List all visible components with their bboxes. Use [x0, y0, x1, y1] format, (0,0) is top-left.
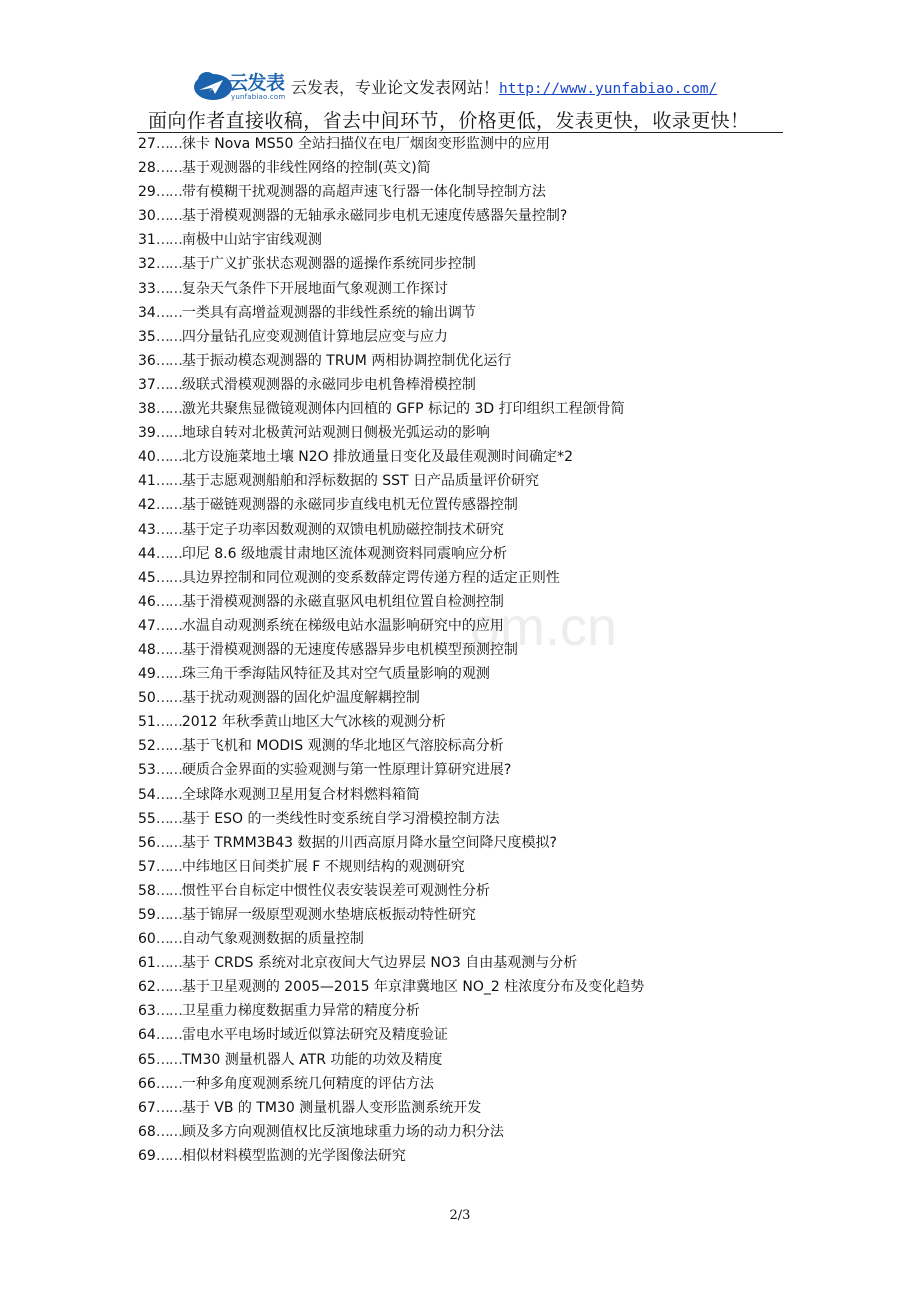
item-number: 34	[138, 304, 156, 321]
leader-dots: ……	[155, 810, 182, 827]
item-title: 基于磁链观测器的永磁同步直线电机无位置传感器控制	[181, 497, 518, 514]
leader-dots: ……	[155, 376, 182, 393]
list-item	[138, 373, 778, 397]
item-title: 全球降水观测卫星用复合材料燃料箱简	[181, 786, 420, 803]
leader-dots: ……	[155, 280, 182, 297]
item-title: 基于志愿观测船舶和浮标数据的 SST 日产品质量评价研究	[181, 473, 540, 490]
leader-dots: ……	[155, 136, 182, 152]
list-item	[138, 132, 778, 156]
item-title: 基于滑模观测器的永磁直驱风电机组位置自检测控制	[181, 593, 504, 610]
item-number: 57	[138, 858, 156, 875]
item-title: 卫星重力梯度数据重力异常的精度分析	[181, 1003, 420, 1020]
site-url-link[interactable]: http://www.yunfabiao.com/	[499, 81, 718, 97]
item-number: 56	[138, 834, 156, 851]
site-slogan: 面向作者直接收稿，省去中间环节，价格更低，发表更快，收录更快！	[148, 110, 750, 132]
item-title: 一类具有高增益观测器的非线性系统的输出调节	[181, 304, 476, 321]
item-number: 30	[138, 208, 156, 225]
leader-dots: ……	[155, 762, 182, 779]
list-item	[138, 1048, 778, 1072]
leader-dots: ……	[155, 882, 182, 899]
leader-dots: ……	[155, 256, 182, 273]
item-title: 基于观测器的非线性网络的控制(英文)简	[181, 160, 431, 177]
item-number: 42	[138, 497, 156, 514]
item-number: 67	[138, 1099, 156, 1116]
leader-dots: ……	[155, 473, 182, 490]
item-title: 基于飞机和 MODIS 观测的华北地区气溶胶标高分析	[181, 738, 504, 755]
leader-dots: ……	[155, 401, 182, 418]
list-item	[138, 686, 778, 710]
item-title: 惯性平台自标定中惯性仪表安装误差可观测性分析	[181, 882, 490, 899]
item-number: 27	[138, 136, 156, 152]
leader-dots: ……	[155, 931, 182, 948]
leader-dots: ……	[155, 304, 182, 321]
item-number: 29	[138, 184, 156, 201]
item-title: 水温自动观测系统在梯级电站水温影响研究中的应用	[181, 617, 504, 634]
item-title: 基于滑模观测器的无轴承永磁同步电机无速度传感器矢量控制?	[181, 208, 568, 225]
item-number: 41	[138, 473, 156, 490]
list-item	[138, 277, 778, 301]
list-item	[138, 493, 778, 517]
list-item	[138, 1072, 778, 1096]
list-item	[138, 999, 778, 1023]
leader-dots: ……	[155, 690, 182, 707]
leader-dots: ……	[155, 208, 182, 225]
leader-dots: ……	[155, 1099, 182, 1116]
leader-dots: ……	[155, 1003, 182, 1020]
leader-dots: ……	[155, 1027, 182, 1044]
list-item	[138, 204, 778, 228]
item-title: 基于定子功率因数观测的双馈电机励磁控制技术研究	[181, 521, 504, 538]
item-title: 顾及多方向观测值权比反演地球重力场的动力积分法	[181, 1123, 504, 1140]
leader-dots: ……	[155, 497, 182, 514]
item-title: 北方设施菜地土壤 N2O 排放通量日变化及最佳观测时间确定*2	[181, 449, 574, 466]
item-number: 61	[138, 955, 156, 972]
item-title: 地球自转对北极黄河站观测日侧极光弧运动的影响	[181, 425, 490, 442]
item-title: 基于广义扩张状态观测器的遥操作系统同步控制	[181, 256, 476, 273]
item-title: 基于 CRDS 系统对北京夜间大气边界层 NO3 自由基观测与分析	[181, 955, 578, 972]
item-number: 55	[138, 810, 156, 827]
item-number: 63	[138, 1003, 156, 1020]
item-number: 64	[138, 1027, 156, 1044]
watermark: om.cn	[470, 597, 618, 657]
item-title: 印尼 8.6 级地震甘肃地区流体观测资料同震响应分析	[181, 545, 507, 562]
leader-dots: ……	[155, 521, 182, 538]
list-item	[138, 758, 778, 782]
item-title: 基于 TRMM3B43 数据的川西高原月降水量空间降尺度模拟?	[181, 834, 557, 851]
item-title: 基于 ESO 的一类线性时变系统自学习滑模控制方法	[181, 810, 500, 827]
item-number: 69	[138, 1147, 156, 1164]
list-item	[138, 734, 778, 758]
item-number: 37	[138, 376, 156, 393]
list-item	[138, 349, 778, 373]
item-title: 基于滑模观测器的无速度传感器异步电机模型预测控制	[181, 641, 518, 658]
list-item	[138, 228, 778, 252]
item-number: 44	[138, 545, 156, 562]
site-tagline	[291, 75, 717, 98]
item-number: 54	[138, 786, 156, 803]
item-title: 激光共聚焦显微镜观测体内回植的 GFP 标记的 3D 打印组织工程颌骨简	[181, 401, 625, 418]
leader-dots: ……	[155, 569, 182, 586]
leader-dots: ……	[155, 907, 182, 923]
list-item	[138, 903, 778, 927]
list-item	[138, 445, 778, 469]
item-number: 40	[138, 449, 156, 466]
item-number: 45	[138, 569, 156, 586]
leader-dots: ……	[155, 666, 182, 683]
list-item	[138, 1120, 778, 1144]
list-item	[138, 879, 778, 903]
leader-dots: ……	[155, 449, 182, 466]
list-item	[138, 1023, 778, 1047]
item-title: 基于振动模态观测器的 TRUM 两相协调控制优化运行	[181, 352, 512, 369]
leader-dots: ……	[155, 425, 182, 442]
item-number: 58	[138, 882, 156, 899]
item-title: 级联式滑模观测器的永磁同步电机鲁棒滑模控制	[181, 376, 476, 393]
item-title: TM30 测量机器人 ATR 功能的功效及精度	[181, 1051, 443, 1068]
leader-dots: ……	[155, 1123, 182, 1140]
list-item	[138, 783, 778, 807]
leader-dots: ……	[155, 858, 182, 875]
item-number: 47	[138, 617, 156, 634]
list-item	[138, 518, 778, 542]
tagline-text: 云发表，专业论文发表网站！	[291, 78, 500, 97]
item-number: 59	[138, 907, 156, 923]
item-number: 53	[138, 762, 156, 779]
item-title: 基于卫星观测的 2005—2015 年京津冀地区 NO_2 柱浓度分布及变化趋势	[181, 979, 645, 996]
item-number: 38	[138, 401, 156, 418]
list-item	[138, 566, 778, 590]
item-number: 33	[138, 280, 156, 297]
item-title: 珠三角干季海陆风特征及其对空气质量影响的观测	[181, 666, 490, 683]
item-number: 52	[138, 738, 156, 755]
list-item	[138, 975, 778, 999]
list-item	[138, 1144, 778, 1168]
leader-dots: ……	[155, 1051, 182, 1068]
leader-dots: ……	[155, 593, 182, 610]
item-title: 具边界控制和同位观测的变系数薛定谔传递方程的适定正则性	[181, 569, 560, 586]
page-number: 2/3	[449, 1208, 471, 1223]
list-item	[138, 927, 778, 951]
item-title: 一种多角度观测系统几何精度的评估方法	[181, 1075, 434, 1092]
item-title: 2012 年秋季黄山地区大气冰核的观测分析	[181, 714, 446, 731]
list-item	[138, 180, 778, 204]
item-number: 46	[138, 593, 156, 610]
list-item	[138, 397, 778, 421]
item-number: 60	[138, 931, 156, 948]
leader-dots: ……	[155, 545, 182, 562]
list-item	[138, 831, 778, 855]
logo-domain: yunfabiao.com	[231, 93, 286, 101]
item-number: 36	[138, 352, 156, 369]
item-title: 徕卡 Nova MS50 全站扫描仪在电厂烟囱变形监测中的应用	[181, 136, 550, 152]
leader-dots: ……	[155, 328, 182, 345]
item-number: 51	[138, 714, 156, 731]
list-item	[138, 662, 778, 686]
leader-dots: ……	[155, 1147, 182, 1164]
leader-dots: ……	[155, 617, 182, 634]
list-item	[138, 807, 778, 831]
list-item	[138, 710, 778, 734]
item-title: 基于锦屏一级原型观测水垫塘底板振动特性研究	[181, 907, 476, 923]
cloud-plane-logo-icon	[193, 68, 233, 102]
paper-title-list	[138, 132, 778, 1168]
leader-dots: ……	[155, 955, 182, 972]
item-number: 31	[138, 232, 156, 249]
list-item	[138, 638, 778, 662]
page-header	[0, 0, 920, 134]
item-number: 43	[138, 521, 156, 538]
leader-dots: ……	[155, 834, 182, 851]
item-number: 68	[138, 1123, 156, 1140]
leader-dots: ……	[155, 979, 182, 996]
item-title: 四分量钻孔应变观测值计算地层应变与应力	[181, 328, 448, 345]
item-number: 39	[138, 425, 156, 442]
item-title: 雷电水平电场时域近似算法研究及精度验证	[181, 1027, 448, 1044]
item-number: 32	[138, 256, 156, 273]
list-item	[138, 156, 778, 180]
leader-dots: ……	[155, 232, 182, 249]
list-item	[138, 421, 778, 445]
item-number: 49	[138, 666, 156, 683]
leader-dots: ……	[155, 714, 182, 731]
yunfabiao-logo[interactable]	[193, 68, 289, 104]
item-title: 硬质合金界面的实验观测与第一性原理计算研究进展?	[181, 762, 512, 779]
item-number: 48	[138, 641, 156, 658]
leader-dots: ……	[155, 1075, 182, 1092]
leader-dots: ……	[155, 738, 182, 755]
list-item	[138, 855, 778, 879]
item-title: 自动气象观测数据的质量控制	[181, 931, 364, 948]
item-title: 基于 VB 的 TM30 测量机器人变形监测系统开发	[181, 1099, 482, 1116]
leader-dots: ……	[155, 641, 182, 658]
item-title: 基于扰动观测器的固化炉温度解耦控制	[181, 690, 420, 707]
list-item	[138, 325, 778, 349]
item-number: 50	[138, 690, 156, 707]
logo-text: 云发表	[229, 72, 285, 94]
leader-dots: ……	[155, 160, 182, 177]
leader-dots: ……	[155, 352, 182, 369]
list-item	[138, 252, 778, 276]
list-item	[138, 542, 778, 566]
item-number: 66	[138, 1075, 156, 1092]
item-title: 中纬地区日间类扩展 F 不规则结构的观测研究	[181, 858, 465, 875]
list-item	[138, 469, 778, 493]
list-item	[138, 301, 778, 325]
leader-dots: ……	[155, 786, 182, 803]
item-number: 28	[138, 160, 156, 177]
item-title: 复杂天气条件下开展地面气象观测工作探讨	[181, 280, 448, 297]
item-number: 35	[138, 328, 156, 345]
list-item	[138, 590, 778, 614]
item-number: 65	[138, 1051, 156, 1068]
item-title: 南极中山站宇宙线观测	[181, 232, 322, 249]
item-title: 带有模糊干扰观测器的高超声速飞行器一体化制导控制方法	[181, 184, 546, 201]
item-title: 相似材料模型监测的光学图像法研究	[181, 1147, 406, 1164]
leader-dots: ……	[155, 184, 182, 201]
list-item	[138, 1096, 778, 1120]
item-number: 62	[138, 979, 156, 996]
list-item	[138, 614, 778, 638]
list-item	[138, 951, 778, 975]
